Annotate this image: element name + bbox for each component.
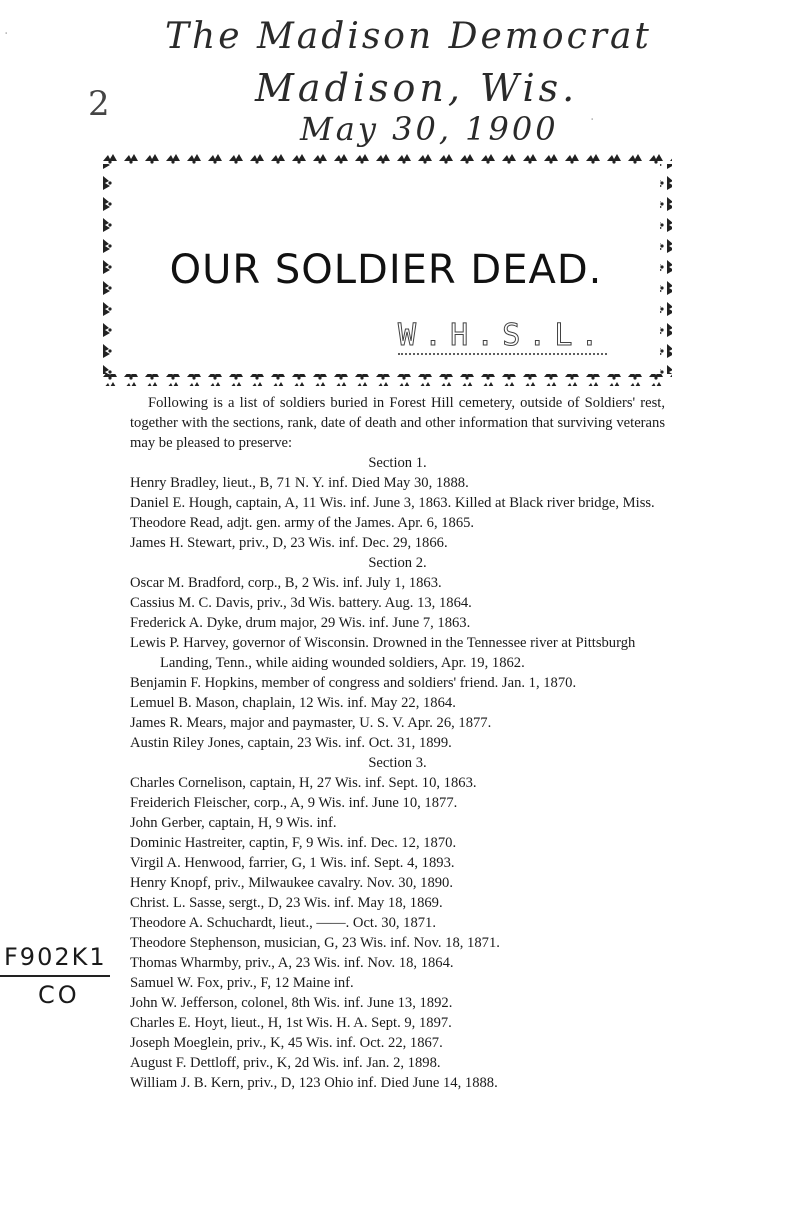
handwritten-date: May 30, 1900 — [300, 110, 559, 148]
soldier-entry: Cassius M. C. Davis, priv., 3d Wis. battery. Aug. 13, 1864. — [130, 595, 472, 611]
handwritten-place: Madison, Wis. — [255, 66, 579, 110]
perforation-stamp: W.H.S.L. — [398, 318, 607, 353]
soldier-entry: John Gerber, captain, H, 9 Wis. inf. — [130, 815, 337, 831]
soldier-entry: Benjamin F. Hopkins, member of congress and soldiers' friend. Jan. 1, 1870. — [130, 675, 577, 691]
soldier-entry: James H. Stewart, priv., D, 23 Wis. inf. Dec. 29, 1866. — [130, 535, 448, 551]
soldier-entry: Dominic Hastreiter, captin, F, 9 Wis. inf. Dec. 12, 1870. — [130, 835, 457, 851]
soldier-entry: Theodore Read, adjt. gen. army of the James. Apr. 6, 1865. — [130, 515, 475, 531]
soldier-entry: John W. Jefferson, colonel, 8th Wis. inf. June 13, 1892. — [130, 995, 453, 1011]
handwritten-newspaper-name: The Madison Democrat — [165, 16, 652, 57]
soldier-entry: Theodore A. Schuchardt, lieut., ——. Oct. 30, 1871. — [130, 915, 437, 931]
soldier-entry: Henry Knopf, priv., Milwaukee cavalry. Nov. 30, 1890. — [130, 875, 454, 891]
soldier-entry: Charles E. Hoyt, lieut., H, 1st Wis. H. A. Sept. 9, 1897. — [130, 1015, 452, 1031]
soldier-entry: Theodore Stephenson, musician, G, 23 Wis. inf. Nov. 18, 1871. — [130, 935, 500, 951]
catalog-number: F902K1 — [4, 943, 107, 971]
soldier-entry: Samuel W. Fox, priv., F, 12 Maine inf. — [130, 975, 354, 991]
soldier-entry: Lemuel B. Mason, chaplain, 12 Wis. inf. May 22, 1864. — [130, 695, 456, 711]
catalog-stamp — [0, 943, 112, 1033]
soldier-entry: Austin Riley Jones, captain, 23 Wis. inf. Oct. 31, 1899. — [130, 735, 452, 751]
catalog-divider — [0, 975, 110, 977]
article-body — [130, 393, 665, 1093]
soldier-entry: Lewis P. Harvey, governor of Wisconsin. Drowned in the Tennessee river at Pittsburgh Landing, Tenn., while aiding wounded soldiers, Apr. 19, 1862. — [130, 635, 636, 671]
catalog-code: CO — [38, 981, 80, 1009]
soldier-entry: James R. Mears, major and paymaster, U. S. V. Apr. 26, 1877. — [130, 715, 492, 731]
headline-title: OUR SOLDIER DEAD. — [169, 247, 603, 293]
section-heading: Section 2. — [368, 555, 427, 571]
headline-banner — [100, 152, 672, 386]
margin-mark: 2 — [88, 84, 110, 124]
article-intro: Following is a list of soldiers buried in Forest Hill cemetery, outside of Soldiers' rest, together with the sections, rank, date of death and other information that surviving veterans may be pleased to preserve: — [130, 395, 665, 451]
soldier-entry: William J. B. Kern, priv., D, 123 Ohio inf. Died June 14, 1888. — [130, 1075, 498, 1091]
section-heading: Section 3. — [368, 755, 427, 771]
soldier-entry: Joseph Moeglein, priv., K, 45 Wis. inf. Oct. 22, 1867. — [130, 1035, 443, 1051]
soldier-entry: August F. Dettloff, priv., K, 2d Wis. inf. Jan. 2, 1898. — [130, 1055, 441, 1071]
soldier-entry: Virgil A. Henwood, farrier, G, 1 Wis. inf. Sept. 4, 1893. — [130, 855, 455, 871]
soldier-entry: Frederick A. Dyke, drum major, 29 Wis. inf. June 7, 1863. — [130, 615, 471, 631]
section-heading: Section 1. — [368, 455, 427, 471]
soldier-entry: Oscar M. Bradford, corp., B, 2 Wis. inf. July 1, 1863. — [130, 575, 442, 591]
faint-pencil-mark: · — [4, 26, 9, 42]
soldier-entry: Thomas Wharmby, priv., A, 23 Wis. inf. Nov. 18, 1864. — [130, 955, 454, 971]
faint-pencil-mark: · — [590, 112, 595, 128]
soldier-entry: Daniel E. Hough, captain, A, 11 Wis. inf. June 3, 1863. Killed at Black river bridge, Miss. — [130, 495, 655, 511]
soldier-entry: Henry Bradley, lieut., B, 71 N. Y. inf. Died May 30, 1888. — [130, 475, 469, 491]
soldier-entry: Freiderich Fleischer, corp., A, 9 Wis. inf. June 10, 1877. — [130, 795, 458, 811]
soldier-entry: Charles Cornelison, captain, H, 27 Wis. inf. Sept. 10, 1863. — [130, 775, 477, 791]
soldier-entry: Christ. L. Sasse, sergt., D, 23 Wis. inf. May 18, 1869. — [130, 895, 443, 911]
section-list — [130, 453, 665, 1093]
